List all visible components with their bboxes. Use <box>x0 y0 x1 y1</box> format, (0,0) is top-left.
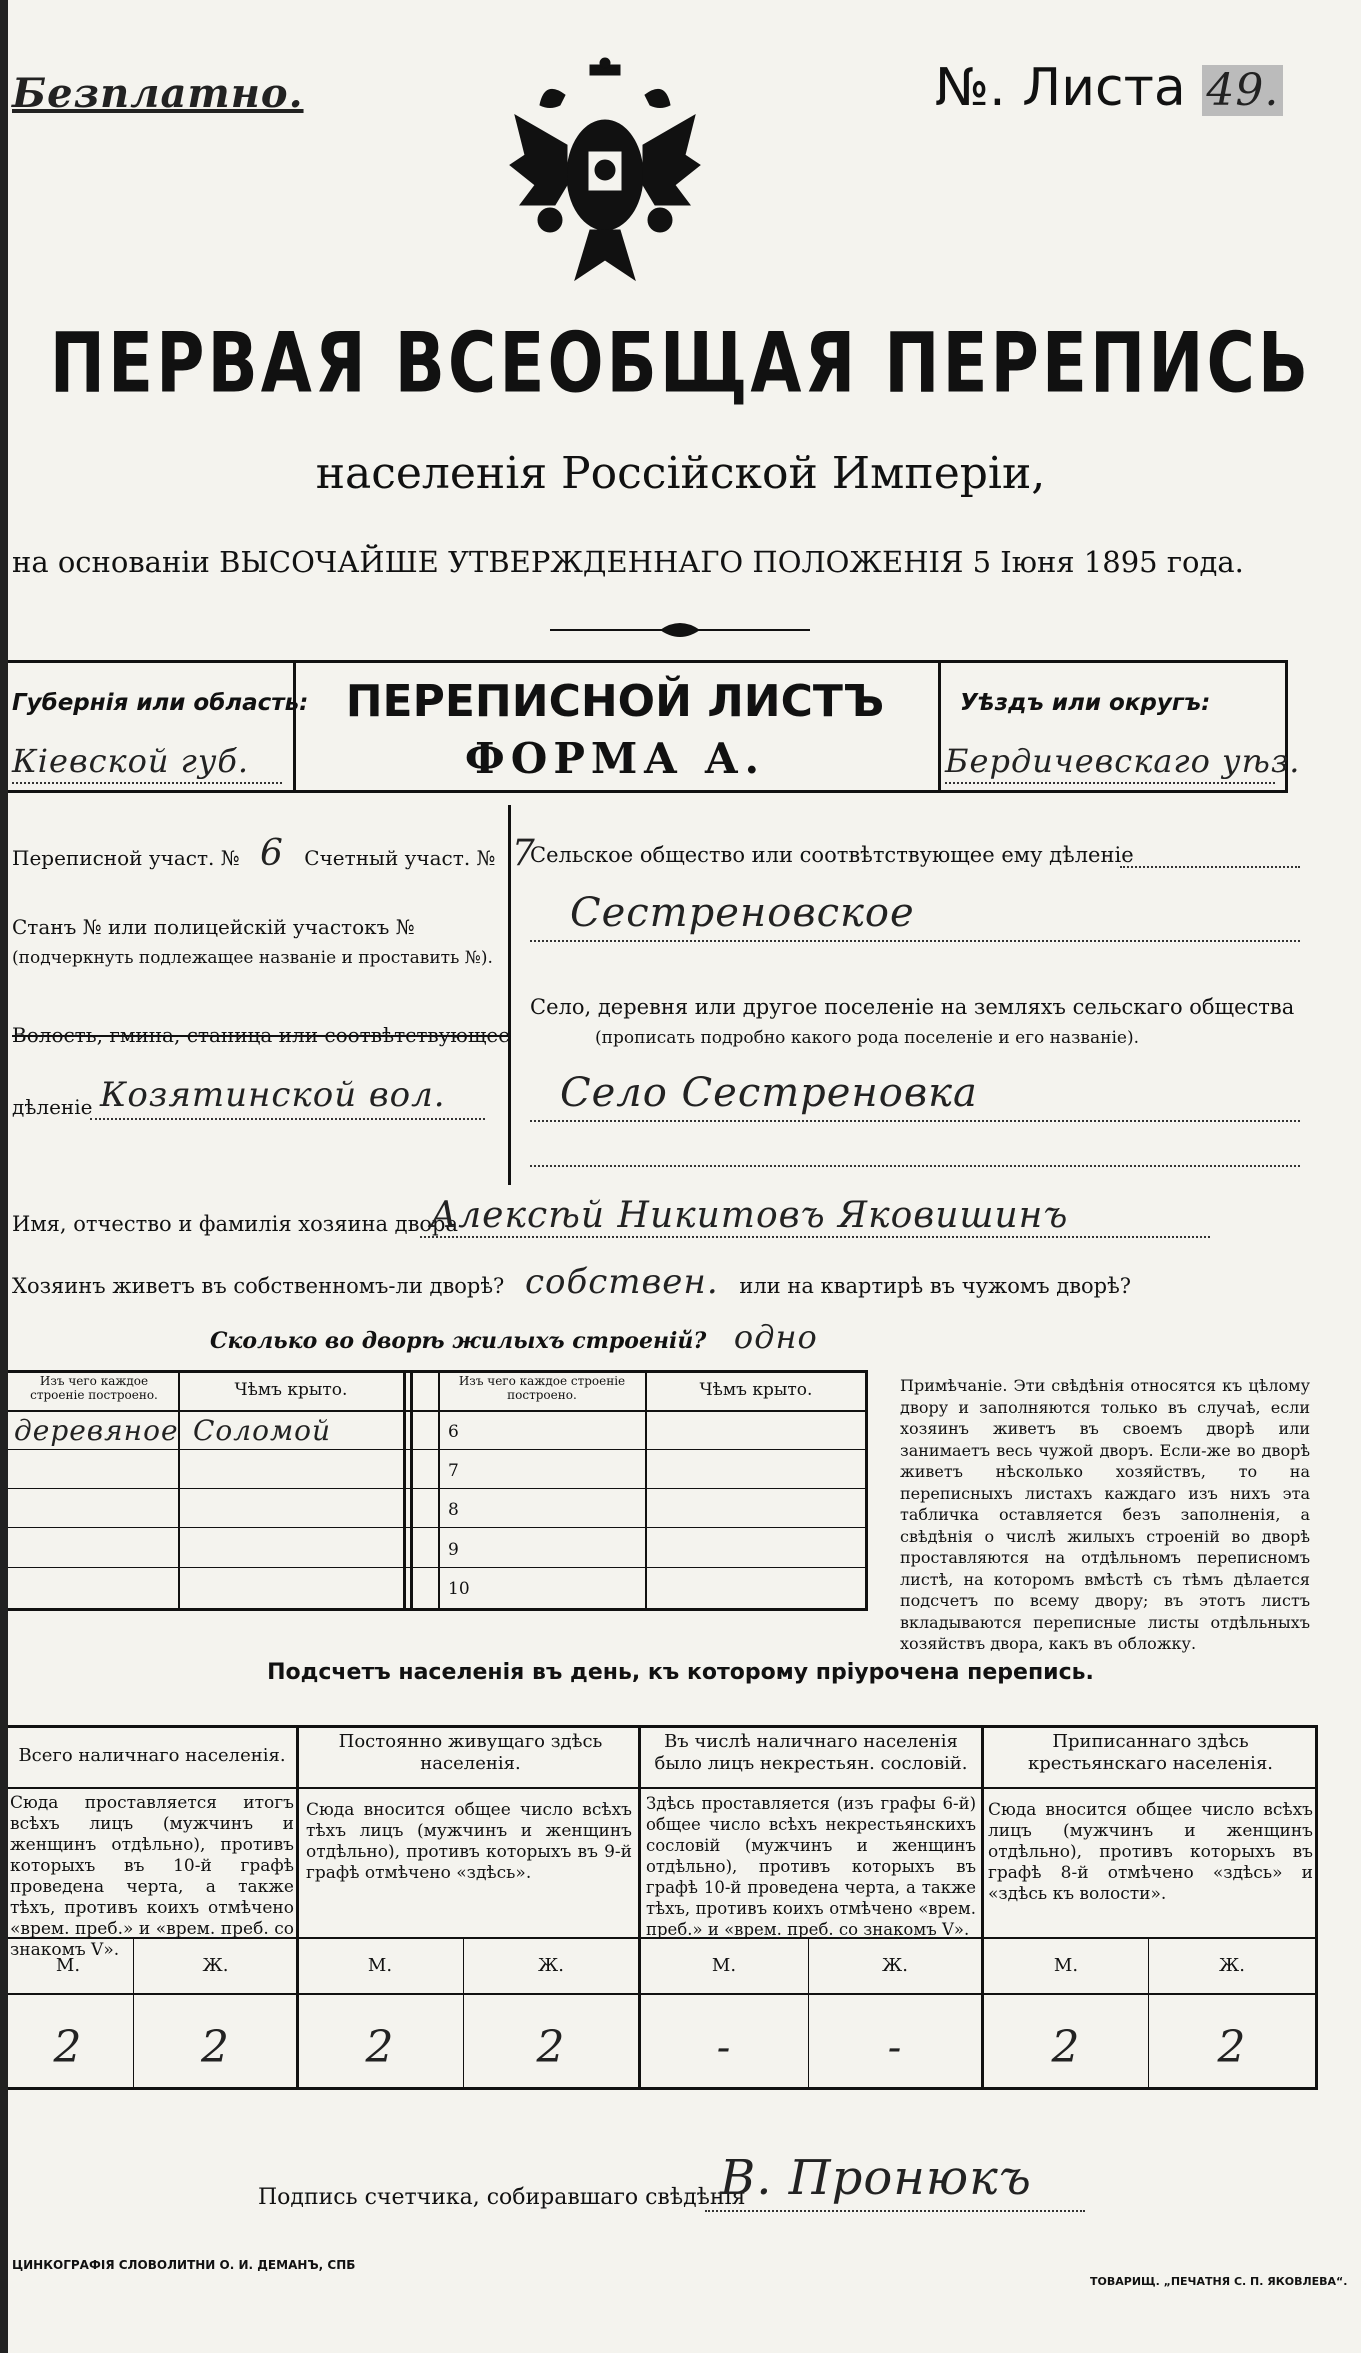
pop-col4-f-label: Ж. <box>1219 1955 1245 1976</box>
pop-col2-m-label: М. <box>367 1955 393 1976</box>
building-8-num: 8 <box>448 1500 459 1520</box>
count-section-value: 7 <box>511 833 536 874</box>
pop-col2-header: Постоянно живущаго здѣсь населенія. <box>338 1731 603 1774</box>
form-subtitle: ФОРМА А. <box>464 734 766 783</box>
division-value: Козятинской вол. <box>100 1075 446 1115</box>
buildings-table <box>8 1370 868 1610</box>
pop-col3-m-label: М. <box>711 1955 737 1976</box>
pop-col2-m-value: 2 <box>365 2022 395 2073</box>
building-9-num: 9 <box>448 1540 459 1560</box>
pop-col2-f-value: 2 <box>536 2022 566 2073</box>
pop-col1-m-label: М. <box>55 1955 81 1976</box>
society-label: Сельское общество или соотвѣтствующее ему дѣленіе <box>530 843 1134 867</box>
pop-col3-m-value: - <box>716 2025 732 2071</box>
note-text: Примѣчаніе. Эти свѣдѣнія относятся къ цѣлому двору и заполняются только въ случаѣ, если хозяинъ живетъ въ своемъ дворѣ или занимаетъ весь чужой дворъ. Если-же во дворѣ живетъ нѣсколько хозяйствъ, то на переписныхъ листахъ каждаго изъ нихъ эта табличка оставляется безъ заполненія, а свѣдѣнія о числѣ жилыхъ строеній во дворѣ проставляются на отдѣльномъ переписномъ листѣ, на которомъ вмѣстѣ съ тѣмъ дѣлается подсчетъ по всему двору; въ этотъ листъ вкладываются переписные листы отдѣльныхъ хозяйствъ двора, какъ въ обложку. <box>900 1376 1310 1653</box>
imperial-eagle-emblem <box>505 55 705 305</box>
province-label: Губернія или область: <box>12 690 309 716</box>
police-label: Станъ № или полицейскій участокъ № <box>12 915 415 939</box>
col-roof-right: Чѣмъ крыто. <box>699 1380 813 1400</box>
residence-alt-label: или на квартирѣ въ чужомъ дворѣ? <box>739 1274 1132 1298</box>
pop-col4-m-label: М. <box>1053 1955 1079 1976</box>
residence-field <box>12 1262 1131 1302</box>
division-label: дѣленіе <box>12 1095 93 1119</box>
pop-col3-f-value: - <box>887 2025 903 2071</box>
district-value: Бердичевскаго уѣз. <box>945 742 1301 780</box>
society-value: Сестреновское <box>570 890 915 936</box>
printer-left: ЦИНКОГРАФІЯ СЛОВОЛИТНИ О. И. ДЕМАНЪ, СПБ <box>12 2258 356 2272</box>
building-10-num: 10 <box>448 1579 470 1599</box>
pop-col1-desc: Сюда проставляется итогъ всѣхъ лицъ (мужчинъ и женщинъ отдѣльно), противъ которыхъ въ 10-й графѣ проведена черта, а также тѣхъ, противъ коихъ отмѣчено «врем. преб.» и «врем. преб. со знакомъ V». <box>10 1793 294 1960</box>
building-1-material: деревяное <box>14 1414 179 1447</box>
pop-col1-f-value: 2 <box>201 2022 230 2073</box>
pop-col2-f-label: Ж. <box>538 1955 564 1976</box>
police-note: (подчеркнуть подлежащее названіе и проставить №). <box>12 948 493 968</box>
pop-col4-m-value: 2 <box>1051 2022 1081 2073</box>
village-label: Село, деревня или другое поселеніе на земляхъ сельскаго общества <box>530 995 1295 1019</box>
population-title: Подсчетъ населенія въ день, къ которому пріурочена перепись. <box>267 1660 1094 1685</box>
village-value: Село Сестреновка <box>560 1070 978 1116</box>
pop-col1-header: Всего наличнаго населенія. <box>18 1745 286 1766</box>
sheet-number <box>935 58 1283 118</box>
form-title: ПЕРЕПИСНОЙ ЛИСТЪ <box>345 676 885 727</box>
buildings-count-label: Сколько во дворѣ жилыхъ строеній? <box>210 1328 707 1354</box>
building-6-num: 6 <box>448 1422 459 1442</box>
signature-label: Подпись счетчика, собиравшаго свѣдѣнія <box>258 2185 746 2210</box>
col-material-right: Изъ чего каждое строеніе построено. <box>458 1374 626 1402</box>
census-subtitle: населенія Россійской Имперіи, <box>315 448 1046 499</box>
sheet-number-value: 49. <box>1202 65 1283 116</box>
census-basis: на основаніи ВЫСОЧАЙШЕ УТВЕРЖДЕННАГО ПОЛОЖЕНІЯ 5 Іюня 1895 года. <box>12 545 1244 579</box>
census-section-value: 6 <box>260 833 284 874</box>
province-value: Кіевской губ. <box>12 742 250 780</box>
owner-name-label: Имя, отчество и фамилія хозяина двора <box>12 1212 459 1236</box>
district-label: Уѣздъ или округъ: <box>960 690 1211 716</box>
pop-col4-header: Приписаннаго здѣсь крестьянскаго населенія. <box>1027 1731 1274 1774</box>
building-1-roof: Соломой <box>193 1414 332 1447</box>
residence-label: Хозяинъ живетъ въ собственномъ-ли дворѣ? <box>12 1274 505 1298</box>
pop-col1-f-label: Ж. <box>202 1955 229 1976</box>
col-material-left: Изъ чего каждое строеніе построено. <box>30 1374 158 1402</box>
volost-label: Волость, гмина, станица или соотвѣтствующее <box>12 1023 511 1047</box>
owner-name-value: Алексѣй Никитовъ Яковишинъ <box>430 1195 1069 1236</box>
free-label: Безплатно. <box>12 70 304 117</box>
census-section-label: Переписной участ. № <box>12 846 240 870</box>
census-title: ПЕРВАЯ ВСЕОБЩАЯ ПЕРЕПИСЬ <box>49 315 1312 412</box>
pop-col3-desc: Здѣсь проставляется (изъ графы 6-й) общее число всѣхъ некрестьянскихъ сословій (мужчинъ и женщинъ отдѣльно), противъ которыхъ въ графѣ 10-й проведена черта, а также тѣхъ, противъ коихъ отмѣчено «врем. преб.» и «врем. преб. со знакомъ V». <box>646 1794 976 1939</box>
buildings-count-value: одно <box>733 1318 818 1356</box>
pop-col3-header: Въ числѣ наличнаго населенія было лицъ некрестьян. сословій. <box>654 1731 968 1774</box>
village-note: (прописать подробно какого рода поселеніе и его названіе). <box>595 1028 1139 1048</box>
population-table <box>8 1725 1318 2090</box>
buildings-count-field <box>210 1318 818 1356</box>
col-roof-left: Чѣмъ крыто. <box>234 1380 348 1400</box>
sheet-number-label: №. Листа <box>935 58 1186 118</box>
pop-col2-desc: Сюда вносится общее число всѣхъ тѣхъ лицъ (мужчинъ и женщинъ отдѣльно), противъ которыхъ въ 9-й графѣ отмѣчено «здѣсь». <box>306 1800 632 1883</box>
building-7-num: 7 <box>448 1461 459 1481</box>
census-section-field <box>12 833 546 874</box>
signature-value: В. Пронюкъ <box>720 2150 1032 2206</box>
ornament-divider <box>550 615 810 645</box>
count-section-label: Счетный участ. № <box>304 846 496 870</box>
pop-col4-f-value: 2 <box>1217 2022 1247 2073</box>
pop-col3-f-label: Ж. <box>882 1955 908 1976</box>
residence-value: собствен. <box>524 1262 719 1302</box>
printer-right: ТОВАРИЩ. „ПЕЧАТНЯ С. П. ЯКОВЛЕВА“. <box>1090 2275 1348 2288</box>
pop-col4-desc: Сюда вносится общее число всѣхъ лицъ (мужчинъ и женщинъ отдѣльно), противъ которыхъ въ графѣ 8-й отмѣчено «здѣсь» и «здѣсь къ волости». <box>988 1800 1313 1904</box>
pop-col1-m-value: 2 <box>53 2022 83 2073</box>
